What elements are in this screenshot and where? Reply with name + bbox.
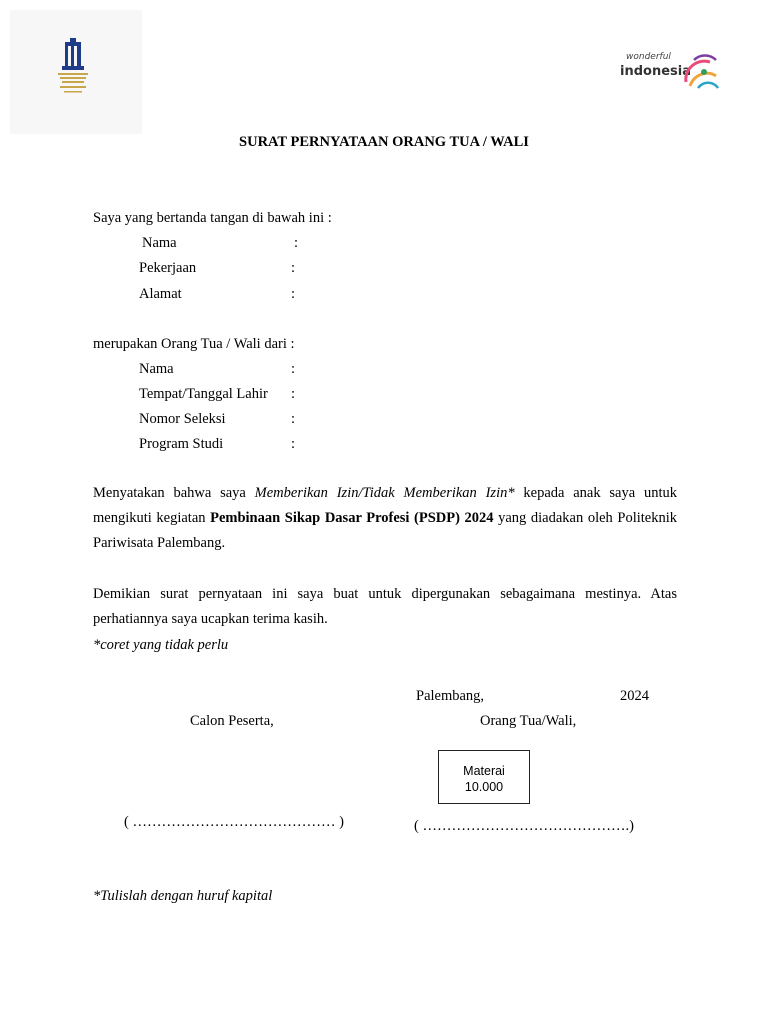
closing-paragraph: Demikian surat pernyataan ini saya buat untuk dipergunakan sebagaimana mestinya. Atas perhatiannya saya ucapkan terima kasih. bbox=[93, 586, 677, 627]
child-field-program-studi: Program Studi bbox=[139, 436, 224, 452]
colon: : bbox=[291, 411, 296, 427]
statement-part3: yang diadakan oleh Politeknik Pariwisata Palembang. bbox=[93, 510, 677, 551]
colon: : bbox=[291, 361, 296, 377]
colon: : bbox=[291, 286, 296, 302]
politeknik-logo-graphic bbox=[10, 10, 142, 134]
intro-child: merupakan Orang Tua / Wali dari : bbox=[93, 336, 295, 352]
parent-field-nama: Nama bbox=[142, 235, 177, 251]
statement-izin-option: Memberikan Izin/Tidak Memberikan Izin* bbox=[254, 485, 515, 501]
colon: : bbox=[294, 235, 299, 251]
child-field-ttl: Tempat/Tanggal Lahir bbox=[139, 386, 268, 402]
document-title: SURAT PERNYATAAN ORANG TUA / WALI bbox=[239, 134, 529, 150]
colon: : bbox=[291, 436, 296, 452]
materai-line1: Materai bbox=[463, 764, 505, 778]
statement-event-name: Pembinaan Sikap Dasar Profesi (PSDP) 2024 bbox=[210, 510, 494, 526]
parent-field-alamat: Alamat bbox=[139, 286, 182, 302]
colon: : bbox=[291, 386, 296, 402]
sign-right-line: ( …………………………………….) bbox=[414, 818, 634, 834]
parent-field-pekerjaan: Pekerjaan bbox=[139, 260, 197, 276]
sign-left-line: ( …………………………………… ) bbox=[124, 814, 344, 830]
sign-left-label: Calon Peserta, bbox=[190, 713, 274, 729]
statement-paragraph bbox=[93, 481, 677, 556]
year-label: 2024 bbox=[620, 688, 649, 704]
coret-note: *coret yang tidak perlu bbox=[93, 637, 229, 653]
place-label: Palembang, bbox=[416, 688, 485, 704]
footer-note: *Tulislah dengan huruf kapital bbox=[93, 888, 273, 904]
materai-line2: 10.000 bbox=[464, 780, 504, 794]
child-field-nama: Nama bbox=[139, 361, 174, 377]
colon: : bbox=[291, 260, 296, 276]
wonderful-text: wonderful bbox=[626, 52, 671, 62]
garuda-swirl-icon bbox=[680, 52, 722, 92]
child-field-nomor-seleksi: Nomor Seleksi bbox=[139, 411, 226, 427]
indonesia-text: indonesia bbox=[620, 64, 691, 79]
wonderful-indonesia-logo bbox=[612, 48, 722, 94]
statement-part1: Menyatakan bahwa saya bbox=[93, 485, 255, 501]
sign-right-label: Orang Tua/Wali, bbox=[480, 713, 577, 729]
intro-parent: Saya yang bertanda tangan di bawah ini : bbox=[93, 210, 332, 226]
statement-part2: kepada anak saya untuk mengikuti kegiatan bbox=[93, 485, 677, 526]
politeknik-logo bbox=[10, 10, 142, 134]
materai-box bbox=[438, 750, 530, 804]
